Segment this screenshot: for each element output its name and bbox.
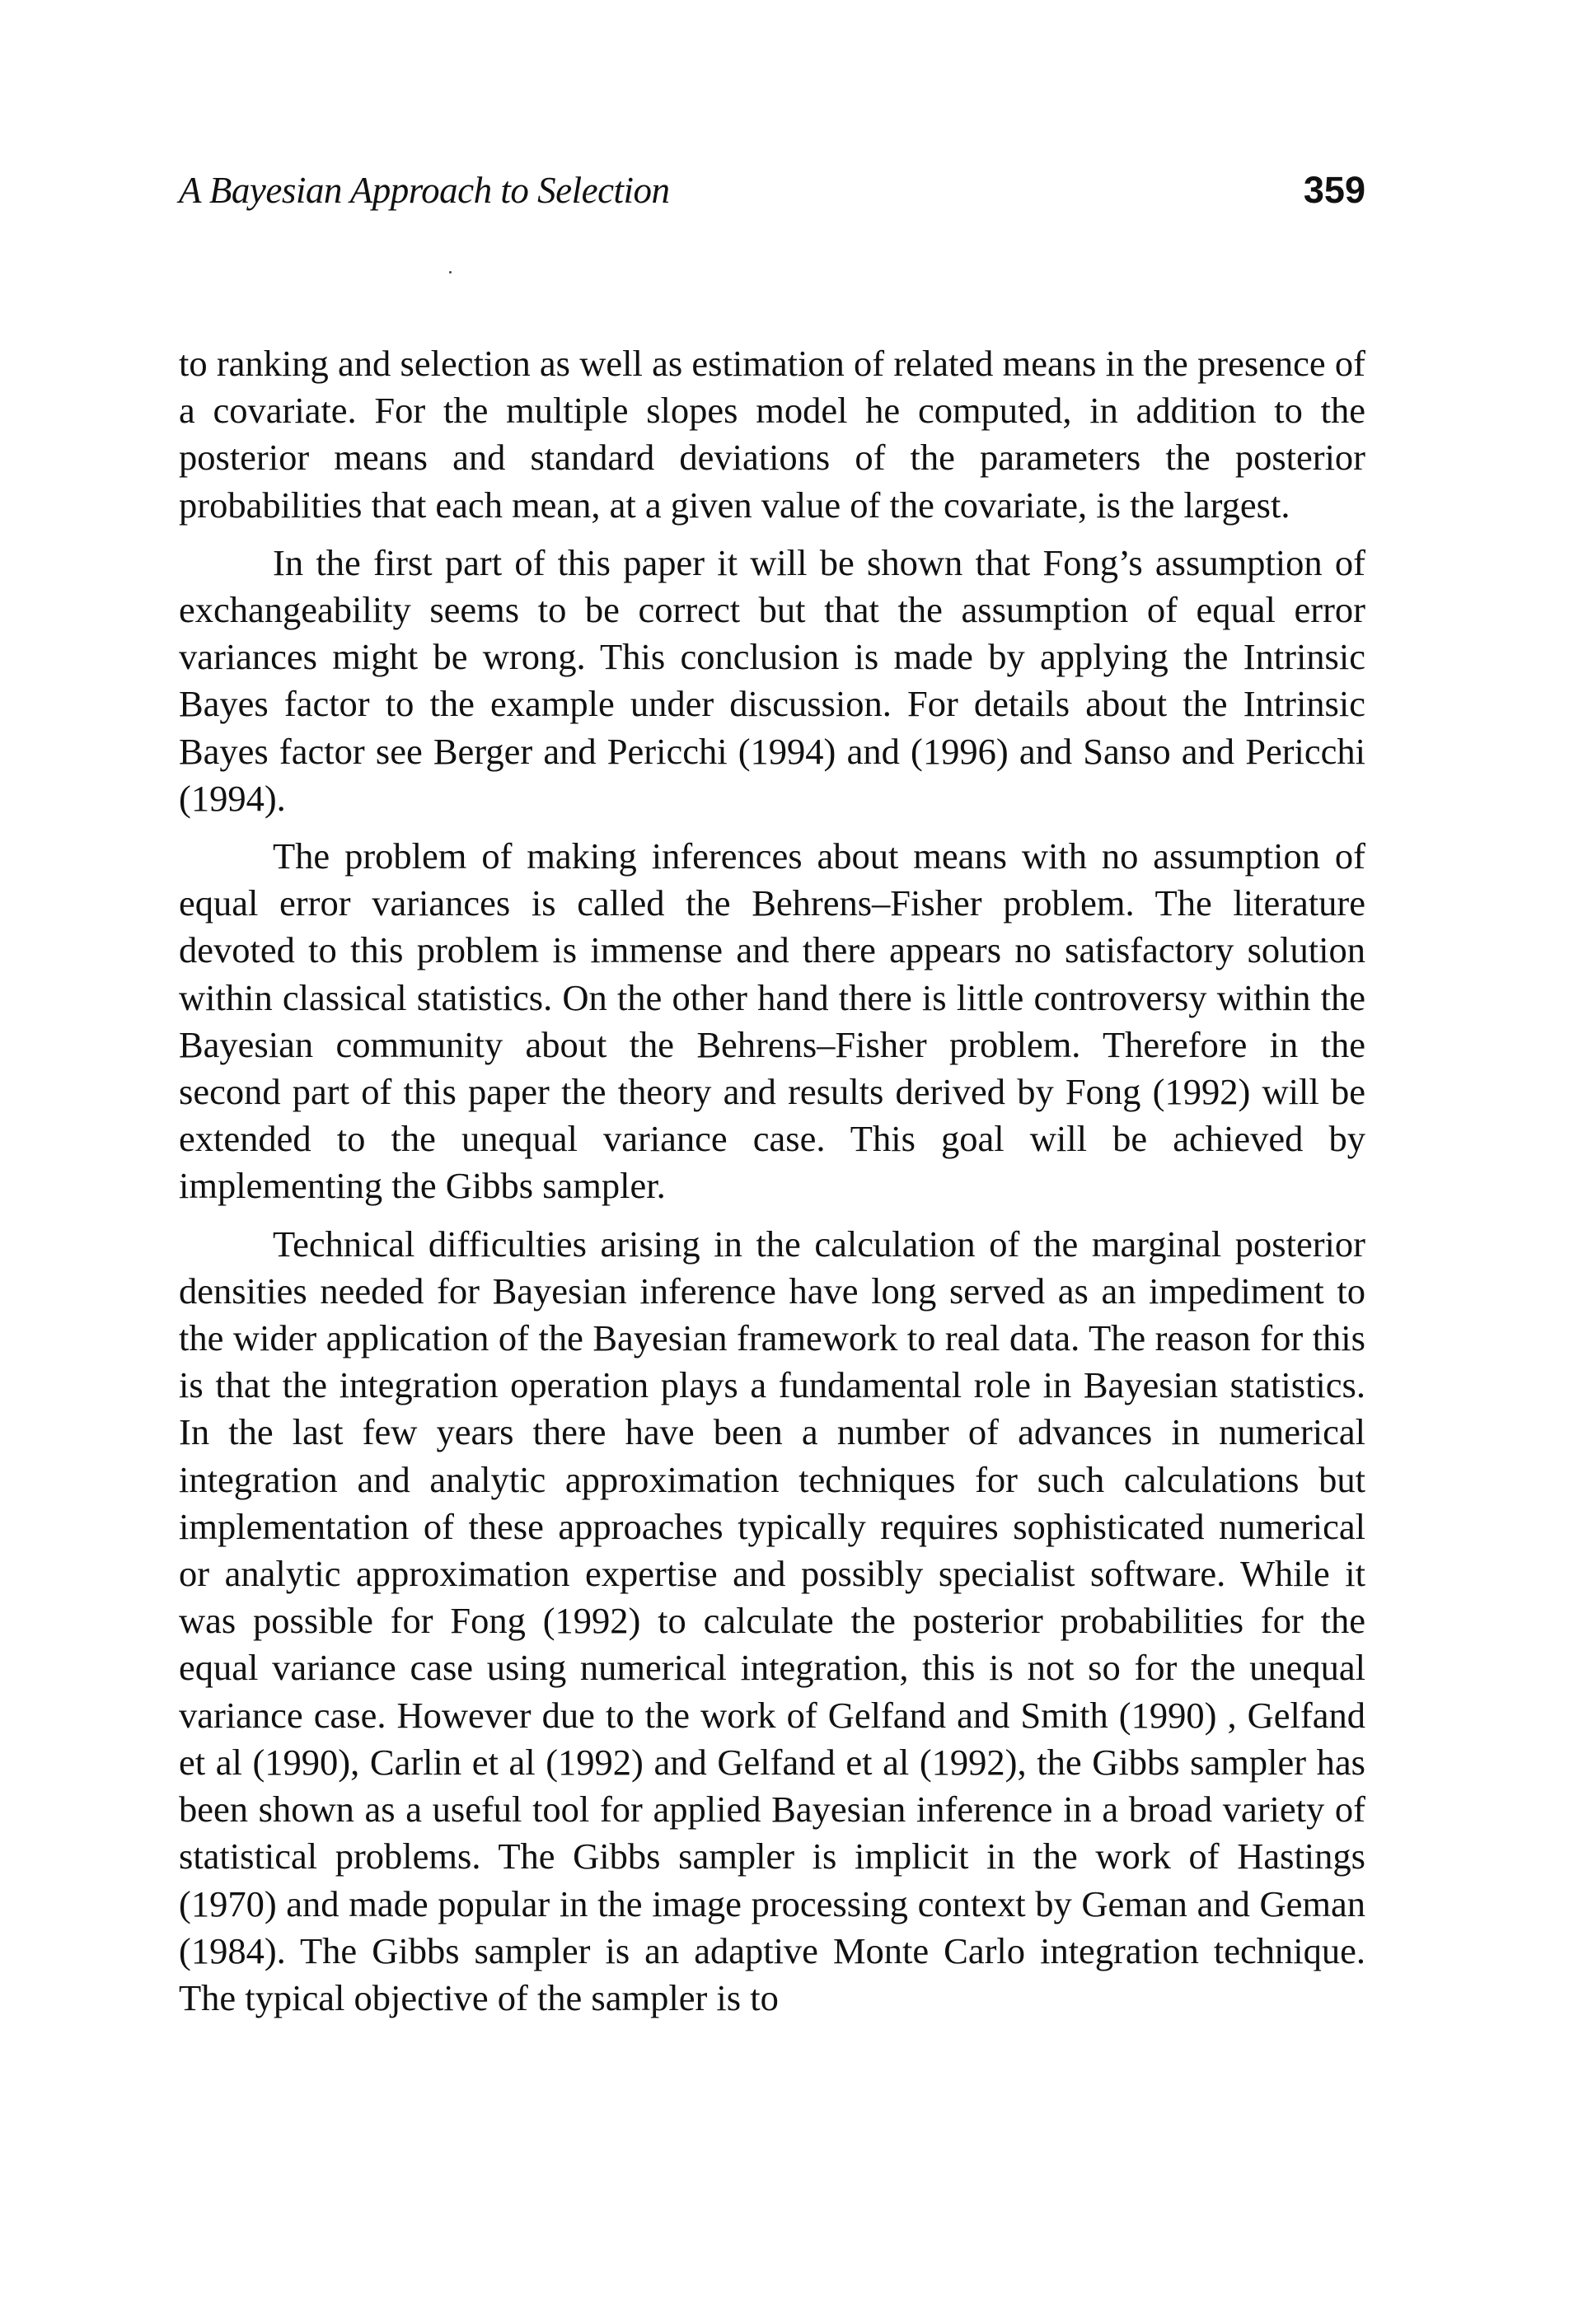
paragraph-behrens-fisher: The problem of making inferences about means with no assumption of equal error variances is called the Behrens–Fisher problem. The literature devoted to this problem is immense and there appears no satisfactory solution within classical statistics. On the other hand there is little controversy within the Bayesian community about the Behrens–Fisher problem. Therefore in the second part of this paper the theory and results derived by Fong (1992) will be extended to the unequal variance case. This goal will be achieved by implementing the Gibbs sampler. [179, 835, 1365, 1207]
paragraph-gibbs-sampler: Technical difficulties arising in the calculation of the marginal posterior densities needed for Bayesian inference have long served as an impediment to the wider application of the Bayesian framework to real data. The reason for this is that the integration operation plays a fundamental role in Bayesian statistics. In the last few years there have been a number of advances in numerical integration and analytic approximation techniques for such calculations but implementation of these approaches typically requires sophisticated numerical or analytic approximation expertise and possibly specialist software. While it was possible for Fong (1992) to calculate the posterior probabilities for the equal variance case using numerical integration, this is not so for the unequal variance case. However due to the work of Gelfand and Smith (1990) , Gelfand et al (1990), Carlin et al (1992) and Gelfand et al (1992), the Gibbs sampler has been shown as a useful tool for applied Bayesian inference in a broad variety of statistical problems. The Gibbs sampler is implicit in the work of Hastings (1970) and made popular in the image processing context by Geman and Geman (1984). The Gibbs sampler is an adaptive Monte Carlo integration technique. The typical objective of the sampler is to [179, 1223, 1365, 2018]
scan-speck [449, 271, 452, 274]
paragraph-continuation: to ranking and selection as well as estimation of related means in the presence of a covariate. For the multiple slopes model he computed, in addition to the posterior means and standard deviations of the parameters the posterior probabilities that each mean, at a given value of the covariate, is the largest. [179, 343, 1365, 526]
paragraph-fong-assumption: In the first part of this paper it will be shown that Fong’s assumption of exchangeability seems to be correct but that the assumption of equal error variances might be wrong. This conclusion is made by applying the Intrinsic Bayes factor to the example under discussion. For details about the Intrinsic Bayes factor see Berger and Pericchi (1994) and (1996) and Sanso and Pericchi (1994). [179, 541, 1365, 819]
running-head [179, 169, 1365, 218]
running-title: A Bayesian Approach to Selection [179, 170, 670, 211]
body-text [179, 340, 1365, 2032]
page-number: 359 [1303, 169, 1365, 211]
